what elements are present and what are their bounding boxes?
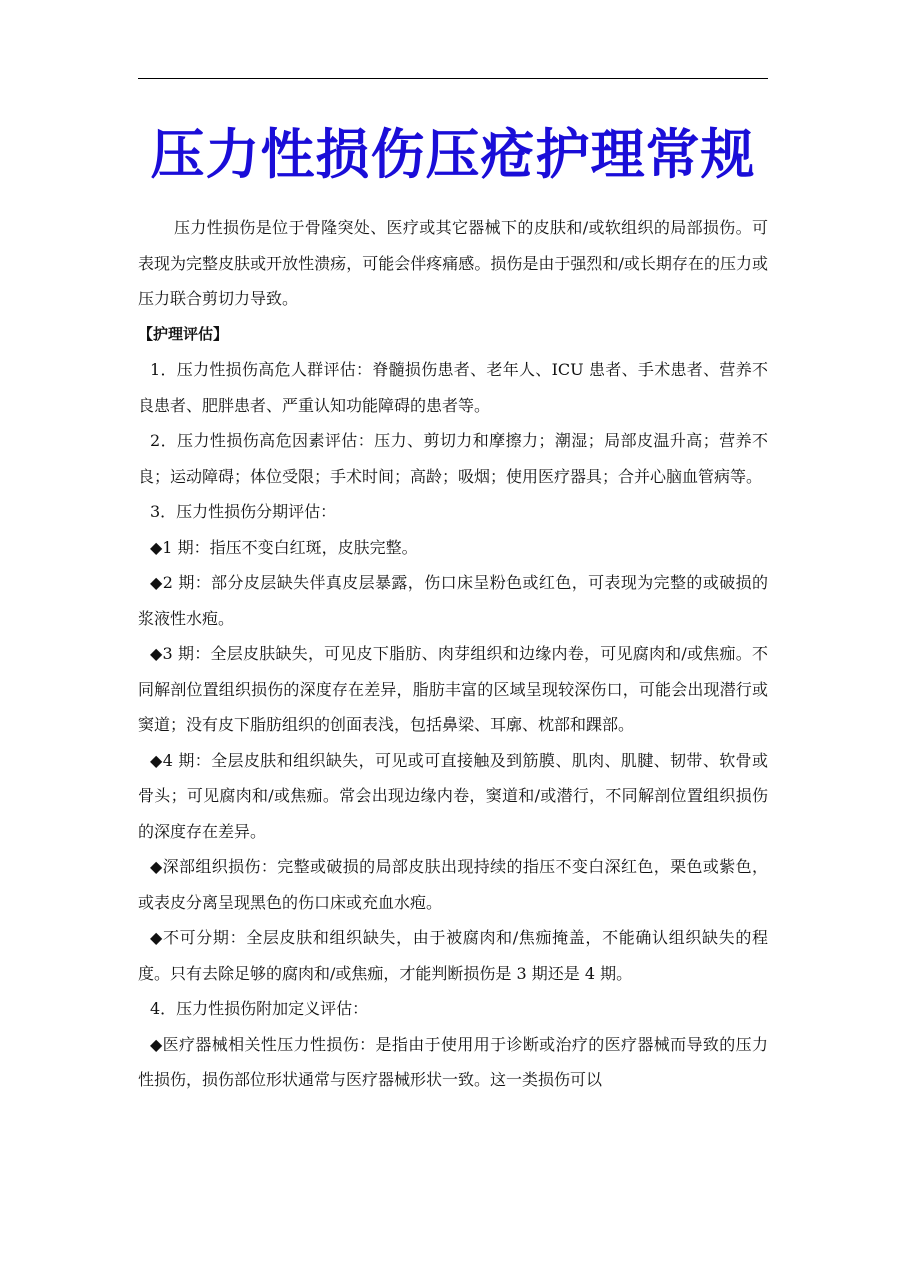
assessment-item-2: 2．压力性损伤高危因素评估：压力、剪切力和摩擦力；潮湿；局部皮温升高；营养不良；运动障碍；体位受限；手术时间；高龄；吸烟；使用医疗器具；合并心脑血管病等。 <box>138 431 768 486</box>
deep-tissue-injury-paragraph: ◆深部组织损伤：完整或破损的局部皮肤出现持续的指压不变白深红色，栗色或紫色，或表皮分离呈现黑色的伤口床或充血水疱。 <box>138 857 768 912</box>
assessment-item-4: 4．压力性损伤附加定义评估： <box>150 999 369 1018</box>
document-body <box>138 210 768 1098</box>
header-rule <box>138 78 768 79</box>
device-related-injury-paragraph: ◆医疗器械相关性压力性损伤：是指由于使用用于诊断或治疗的医疗器械而导致的压力性损伤，损伤部位形状通常与医疗器械形状一致。这一类损伤可以 <box>138 1034 768 1089</box>
intro-paragraph: 压力性损伤是位于骨隆突处、医疗或其它器械下的皮肤和/或软组织的局部损伤。可表现为完整皮肤或开放性溃疡，可能会伴疼痛感。损伤是由于强烈和/或长期存在的压力或压力联合剪切力导致。 <box>138 218 768 308</box>
assessment-item-3: 3．压力性损伤分期评估： <box>150 502 337 521</box>
assessment-item-1: 1．压力性损伤高危人群评估：脊髓损伤患者、老年人、ICU 患者、手术患者、营养不良患者、肥胖患者、严重认知功能障碍的患者等。 <box>138 360 768 415</box>
stage-4-paragraph: ◆4 期：全层皮肤和组织缺失，可见或可直接触及到筋膜、肌肉、肌腱、韧带、软骨或骨头；可见腐肉和/或焦痂。常会出现边缘内卷，窦道和/或潜行，不同解剖位置组织损伤的深度存在差异。 <box>138 750 768 841</box>
stage-3-paragraph: ◆3 期：全层皮肤缺失，可见皮下脂肪、肉芽组织和边缘内卷，可见腐肉和/或焦痂。不同解剖位置组织损伤的深度存在差异，脂肪丰富的区域呈现较深伤口，可能会出现潜行或窦道；没有皮下脂肪组织的创面表浅，包括鼻梁、耳廓、枕部和踝部。 <box>138 644 768 734</box>
document-title: 压力性损伤压疮护理常规 <box>150 123 756 186</box>
stage-1-paragraph: ◆1 期：指压不变白红斑，皮肤完整。 <box>150 537 418 557</box>
unstageable-paragraph: ◆不可分期：全层皮肤和组织缺失，由于被腐肉和/焦痂掩盖，不能确认组织缺失的程度。只有去除足够的腐肉和/或焦痂，才能判断损伤是 3 期还是 4 期。 <box>138 928 768 983</box>
section-heading-nursing-assessment: 【护理评估】 <box>138 324 229 343</box>
stage-2-paragraph: ◆2 期：部分皮层缺失伴真皮层暴露，伤口床呈粉色或红色，可表现为完整的或破损的浆液性水疱。 <box>138 573 768 628</box>
